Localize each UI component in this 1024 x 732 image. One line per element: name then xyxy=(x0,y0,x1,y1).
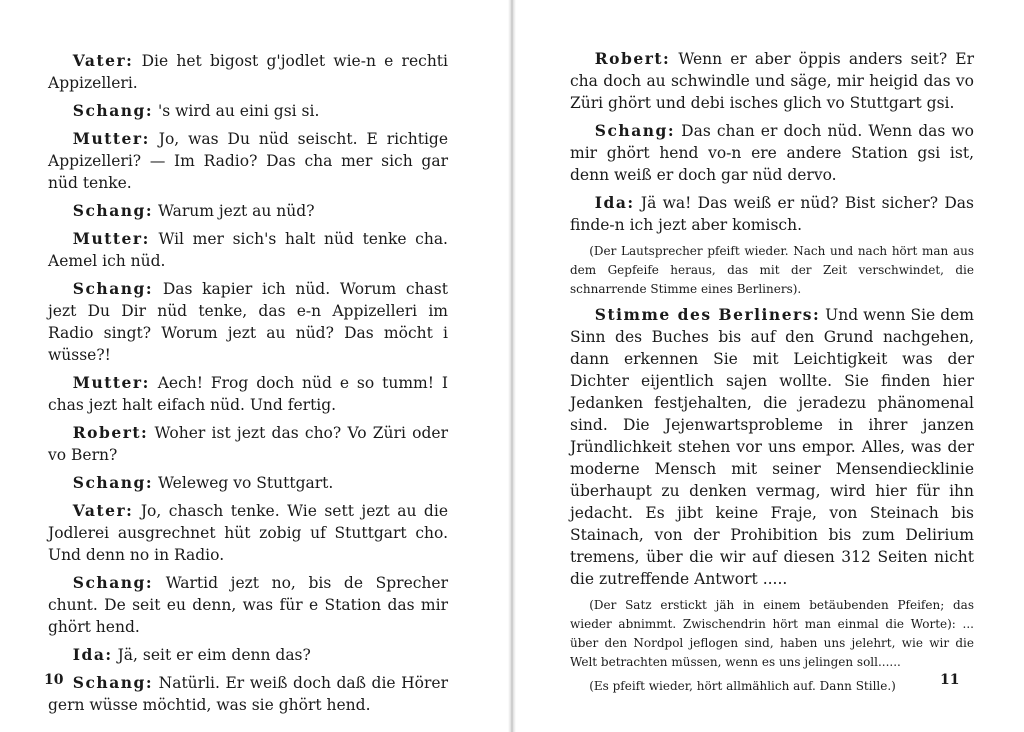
speaker-name: Mutter: xyxy=(72,129,150,148)
dialogue-line xyxy=(570,120,974,186)
dialogue-line xyxy=(570,48,974,114)
dialogue-line xyxy=(48,472,448,494)
stage-direction-text: (Es pfeift wieder, hört allmählich auf. Dann Stille.) xyxy=(589,679,896,693)
left-page xyxy=(0,0,508,732)
speaker-name: Schang: xyxy=(72,101,154,120)
dialogue-text: Natürli. Er weiß doch daß die Hörer gern wüsse möchtid, was sie ghört hend. xyxy=(48,674,448,714)
dialogue-line xyxy=(48,500,448,566)
stage-direction xyxy=(570,677,974,696)
right-page xyxy=(516,0,1024,732)
speaker-name: Schang: xyxy=(594,121,676,140)
dialogue-line xyxy=(48,572,448,638)
dialogue-text: Jo, was Du nüd seischt. E richtige Appizelleri? — Im Radio? Das cha mer sich gar nüd tenke. xyxy=(48,130,448,192)
dialogue-line xyxy=(570,304,974,590)
dialogue-line xyxy=(48,422,448,466)
stage-direction-text: (Der Satz erstickt jäh in einem betäubenden Pfeifen; das wieder abnimmt. Zwischendrin hört man einmal die Worte): ... über den Nordpol jeflogen sind, haben uns jelehrt, wie wir die Welt betrachten müssen, wenn es uns jelingen soll...... xyxy=(570,598,974,669)
speaker-name: Mutter: xyxy=(72,373,150,392)
left-page-text xyxy=(48,50,448,722)
dialogue-text: Wartid jezt no, bis de Sprecher chunt. De seit eu denn, was für e Station das mir ghört hend. xyxy=(48,574,448,636)
speaker-name: Schang: xyxy=(72,201,154,220)
dialogue-line xyxy=(48,372,448,416)
page-number-left: 10 xyxy=(44,672,64,688)
speaker-name: Mutter: xyxy=(72,229,150,248)
speaker-name: Robert: xyxy=(594,49,671,68)
book-gutter xyxy=(508,0,516,732)
speaker-name: Schang: xyxy=(72,279,154,298)
dialogue-text: Weleweg vo Stuttgart. xyxy=(158,474,334,492)
dialogue-line xyxy=(48,672,448,716)
speaker-name: Schang: xyxy=(72,473,154,492)
dialogue-text: Das kapier ich nüd. Worum chast jezt Du Dir nüd tenke, das e-n Appizelleri im Radio singt? Worum jezt au nüd? Das möcht i wüsse?! xyxy=(48,280,448,364)
dialogue-text: Und wenn Sie dem Sinn des Buches bis auf den Grund nachgehen, dann erkennen Sie mit Leichtigkeit was der Dichter eijentlich sajen wollte. Sie finden hier Jedanken festjehalten, die jeradezu phänomenal sind. Die Jejenwartsprobleme in ihrer janzen Jründlichkeit stehen vor uns empor. Alles, was der moderne Mensch mit seiner Mensendiecklinie überhaupt zu denken vermag, wird hier für ihn jedacht. Es jibt keine Fraje, von Steinach bis Stainach, von der Prohibition bis zum Delirium tremens, über die wir auf diesen 312 Seiten nicht die zutreffende Antwort ..... xyxy=(570,306,974,588)
speaker-name: Vater: xyxy=(72,501,134,520)
stage-direction xyxy=(570,242,974,299)
page-number-right: 11 xyxy=(940,672,960,688)
speaker-name: Schang: xyxy=(72,673,154,692)
dialogue-text: Die het bigost g'jodlet wie-n e rechti Appizelleri. xyxy=(48,52,448,92)
dialogue-line xyxy=(48,278,448,366)
dialogue-line xyxy=(48,50,448,94)
speaker-name: Schang: xyxy=(72,573,154,592)
dialogue-line xyxy=(48,644,448,666)
speaker-name: Ida: xyxy=(594,193,635,212)
dialogue-line xyxy=(48,128,448,194)
dialogue-text: Wil mer sich's halt nüd tenke cha. Aemel ich nüd. xyxy=(48,230,448,270)
speaker-name: Stimme des Berliners: xyxy=(594,305,821,324)
dialogue-text: Jo, chasch tenke. Wie sett jezt au die Jodlerei ausgrechnet hüt zobig uf Stuttgart cho. Und denn no in Radio. xyxy=(48,502,448,564)
speaker-name: Robert: xyxy=(72,423,149,442)
dialogue-text: Warum jezt au nüd? xyxy=(158,202,315,220)
dialogue-text: Wenn er aber öppis anders seit? Er cha doch au schwindle und säge, mir heigid das vo Züri ghört und debi isches glich vo Stuttgart gsi. xyxy=(570,50,974,112)
right-page-text xyxy=(570,48,974,701)
dialogue-line xyxy=(48,100,448,122)
dialogue-text: Jä, seit er eim denn das? xyxy=(117,646,311,664)
stage-direction-text: (Der Lautsprecher pfeift wieder. Nach und nach hört man aus dem Gepfeife heraus, das mit der Zeit verschwindet, die schnarrende Stimme eines Berliners). xyxy=(570,244,974,296)
dialogue-text: Woher ist jezt das cho? Vo Züri oder vo Bern? xyxy=(48,424,448,464)
dialogue-text: Jä wa! Das weiß er nüd? Bist sicher? Das finde-n ich jezt aber komisch. xyxy=(570,194,974,234)
dialogue-line xyxy=(48,200,448,222)
dialogue-line xyxy=(570,192,974,236)
dialogue-text: Das chan er doch nüd. Wenn das wo mir ghört hend vo-n ere andere Station gsi ist, denn weiß er doch gar nüd dervo. xyxy=(570,122,974,184)
dialogue-text: Aech! Frog doch nüd e so tumm! I chas jezt halt eifach nüd. Und fertig. xyxy=(48,374,448,414)
speaker-name: Ida: xyxy=(72,645,113,664)
stage-direction xyxy=(570,596,974,672)
dialogue-line xyxy=(48,228,448,272)
dialogue-text: 's wird au eini gsi si. xyxy=(158,102,320,120)
speaker-name: Vater: xyxy=(72,51,134,70)
